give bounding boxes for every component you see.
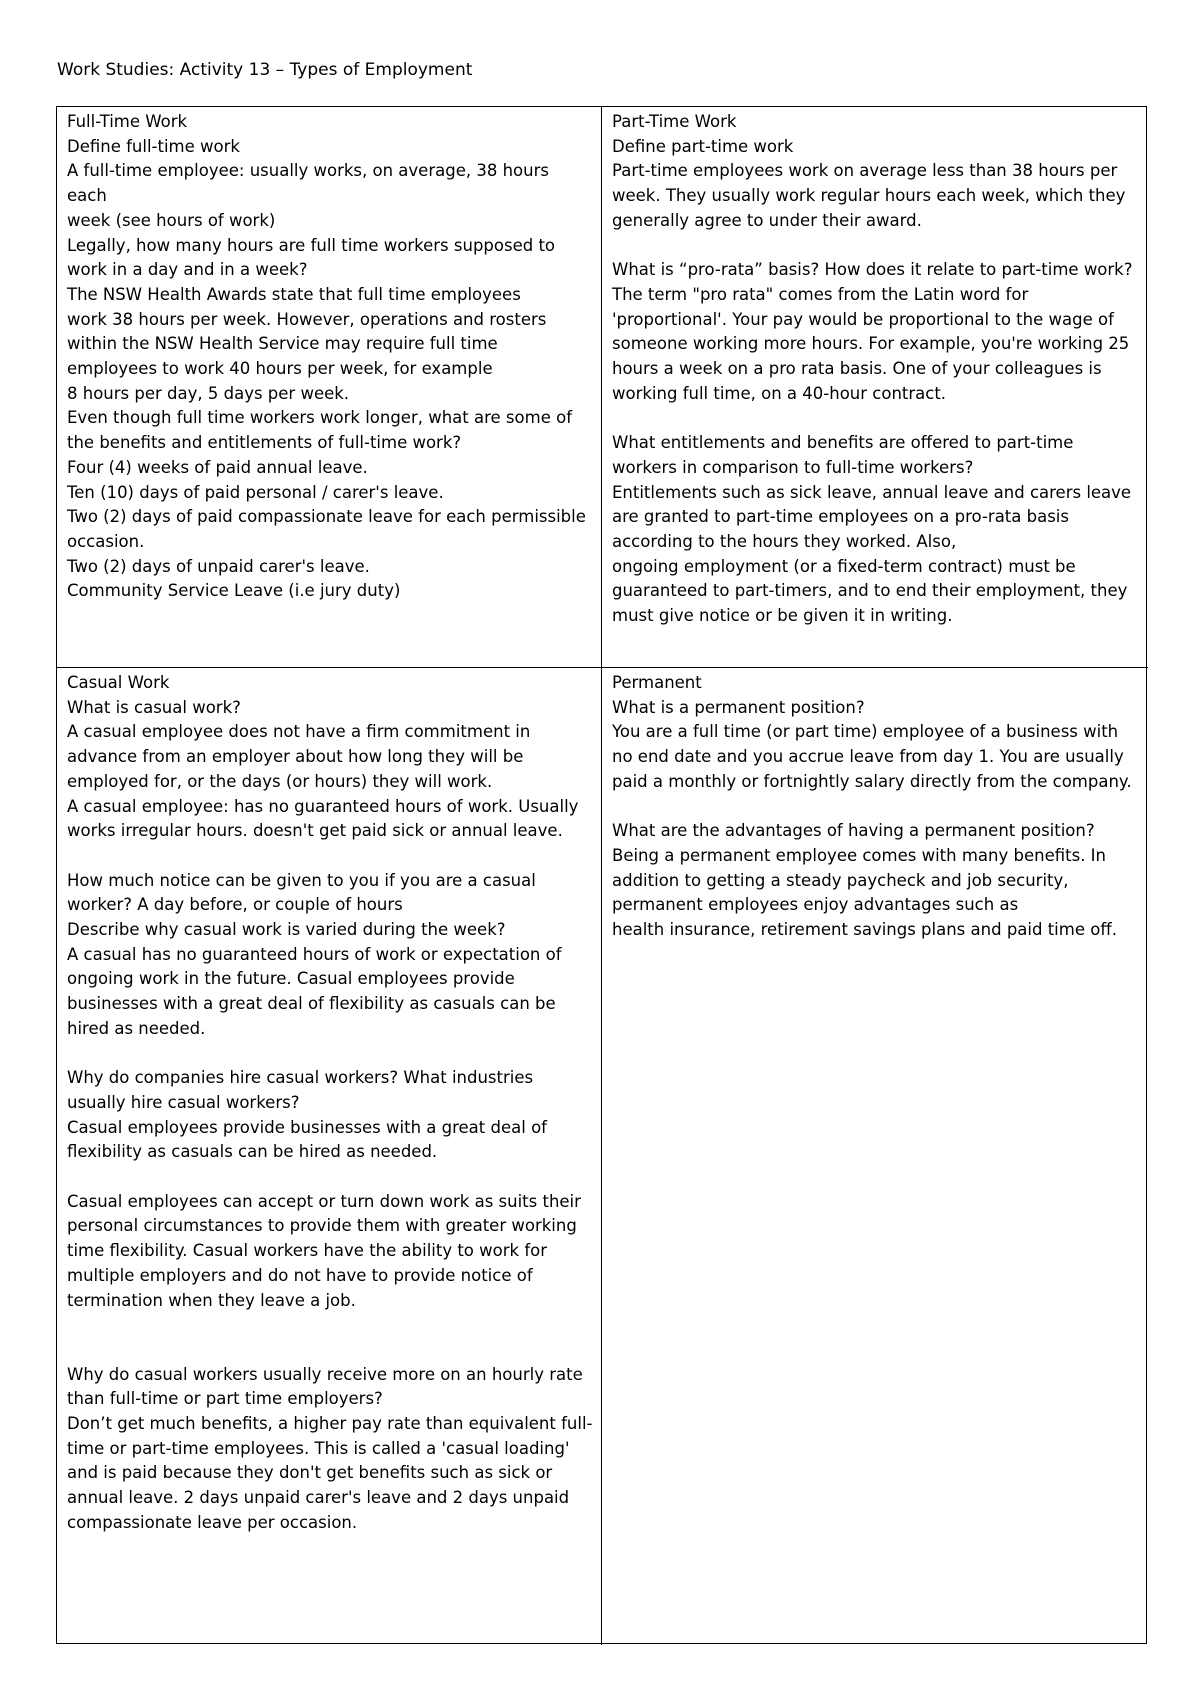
text-line: The term "pro rata" comes from the Latin word for — [612, 284, 1029, 304]
cell-permanent — [602, 668, 1148, 1645]
text-line: What is “pro-rata” basis? How does it relate to part-time work? — [612, 260, 1133, 280]
cell-full-time-work — [57, 107, 602, 668]
text-line: What is casual work? — [67, 697, 241, 717]
text-line: The NSW Health Awards state that full time employees — [67, 284, 521, 304]
text-line: What is a permanent position? — [612, 697, 865, 717]
text-line: must give notice or be given it in writing. — [612, 606, 953, 626]
text-line: Two (2) days of unpaid carer's leave. — [67, 556, 370, 576]
text-line: time flexibility. Casual workers have the ability to work for — [67, 1241, 548, 1261]
text-line: employed for, or the days (or hours) they will work. — [67, 771, 493, 791]
text-line: compassionate leave per occasion. — [67, 1512, 358, 1532]
text-line: Define full-time work — [67, 136, 240, 156]
text-line: How much notice can be given to you if you are a casual — [67, 870, 536, 890]
blank-line — [67, 1338, 593, 1363]
text-line: Casual employees can accept or turn down work as suits their — [67, 1191, 581, 1211]
blank-line — [612, 795, 1140, 820]
blank-line — [67, 844, 593, 869]
cell-heading: Permanent — [612, 673, 702, 692]
blank-line — [67, 1042, 593, 1067]
cell-heading: Part-Time Work — [612, 112, 737, 131]
text-line: Ten (10) days of paid personal / carer's leave. — [67, 482, 444, 502]
blank-line — [612, 234, 1140, 259]
text-line: according to the hours they worked. Also, — [612, 531, 957, 551]
text-line: the benefits and entitlements of full-time work? — [67, 433, 462, 453]
text-line: workers in comparison to full-time workers? — [612, 457, 974, 477]
text-line: ongoing employment (or a fixed-term contract) must be — [612, 556, 1076, 576]
text-line: occasion. — [67, 531, 145, 551]
text-line: 'proportional'. Your pay would be proportional to the wage of — [612, 309, 1114, 329]
text-line: Don’t get much benefits, a higher pay rate than equivalent full- — [67, 1414, 593, 1434]
text-line: generally agree to under their award. — [612, 210, 922, 230]
text-line: Why do casual workers usually receive more on an hourly rate — [67, 1364, 583, 1384]
text-line: multiple employers and do not have to provide notice of — [67, 1265, 533, 1285]
blank-line — [67, 1313, 593, 1338]
text-line: someone working more hours. For example, you're working 25 — [612, 334, 1130, 354]
cell-part-time-work — [602, 107, 1148, 668]
document-title: Work Studies: Activity 13 – Types of Employment — [57, 60, 473, 80]
text-line: works irregular hours. doesn't get paid sick or annual leave. — [67, 821, 563, 841]
text-line: addition to getting a steady paycheck and job security, — [612, 870, 1069, 890]
text-line: Being a permanent employee comes with many benefits. In — [612, 845, 1107, 865]
text-line: than full-time or part time employers? — [67, 1389, 383, 1409]
text-line: time or part-time employees. This is called a 'casual loading' — [67, 1438, 570, 1458]
cell-casual-work — [57, 668, 602, 1645]
text-line: usually hire casual workers? — [67, 1092, 300, 1112]
text-line: Even though full time workers work longer, what are some of — [67, 408, 572, 428]
text-line: A casual employee: has no guaranteed hours of work. Usually — [67, 796, 579, 816]
text-line: working full time, on a 40-hour contract. — [612, 383, 947, 403]
blank-line — [67, 1165, 593, 1190]
text-line: ongoing work in the future. Casual employees provide — [67, 969, 515, 989]
text-line: work 38 hours per week. However, operations and rosters — [67, 309, 547, 329]
text-line: Two (2) days of paid compassionate leave for each permissible — [67, 507, 586, 527]
employment-types-table — [56, 106, 1147, 1644]
text-line: termination when they leave a job. — [67, 1290, 356, 1310]
text-line: work in a day and in a week? — [67, 260, 308, 280]
text-line: within the NSW Health Service may require full time — [67, 334, 498, 354]
text-line: no end date and you accrue leave from day 1. You are usually — [612, 747, 1124, 767]
text-line: Entitlements such as sick leave, annual leave and carers leave — [612, 482, 1132, 502]
text-line: Describe why casual work is varied during the week? — [67, 920, 506, 940]
text-line: annual leave. 2 days unpaid carer's leave and 2 days unpaid — [67, 1488, 570, 1508]
text-line: Casual employees provide businesses with a great deal of — [67, 1117, 547, 1137]
text-line: A full-time employee: usually works, on average, 38 hours each — [67, 161, 549, 206]
text-line: week. They usually work regular hours each week, which they — [612, 186, 1126, 206]
text-line: guaranteed to part-timers, and to end their employment, they — [612, 581, 1128, 601]
text-line: advance from an employer about how long they will be — [67, 747, 524, 767]
text-line: and is paid because they don't get benefits such as sick or — [67, 1463, 553, 1483]
text-line: paid a monthly or fortnightly salary directly from the company. — [612, 771, 1132, 791]
blank-line — [612, 406, 1140, 431]
text-line: are granted to part-time employees on a pro-rata basis — [612, 507, 1069, 527]
text-line: Why do companies hire casual workers? What industries — [67, 1068, 534, 1088]
text-line: Community Service Leave (i.e jury duty) — [67, 581, 401, 601]
text-line: worker? A day before, or couple of hours — [67, 895, 403, 915]
cell-heading: Casual Work — [67, 673, 170, 692]
text-line: What are the advantages of having a permanent position? — [612, 821, 1095, 841]
text-line: What entitlements and benefits are offered to part-time — [612, 433, 1074, 453]
text-line: businesses with a great deal of flexibility as casuals can be — [67, 994, 556, 1014]
text-line: You are a full time (or part time) employee of a business with — [612, 722, 1119, 742]
text-line: personal circumstances to provide them with greater working — [67, 1216, 577, 1236]
text-line: flexibility as casuals can be hired as needed. — [67, 1142, 438, 1162]
text-line: A casual employee does not have a firm commitment in — [67, 722, 531, 742]
text-line: health insurance, retirement savings plans and paid time off. — [612, 920, 1117, 940]
text-line: Define part-time work — [612, 136, 794, 156]
text-line: Four (4) weeks of paid annual leave. — [67, 457, 368, 477]
text-line: week (see hours of work) — [67, 210, 276, 230]
text-line: employees to work 40 hours per week, for example — [67, 359, 493, 379]
text-line: hired as needed. — [67, 1018, 206, 1038]
text-line: permanent employees enjoy advantages such as — [612, 895, 1019, 915]
cell-heading: Full-Time Work — [67, 112, 188, 131]
text-line: A casual has no guaranteed hours of work or expectation of — [67, 944, 562, 964]
text-line: 8 hours per day, 5 days per week. — [67, 383, 350, 403]
text-line: Legally, how many hours are full time workers supposed to — [67, 235, 556, 255]
text-line: Part-time employees work on average less than 38 hours per — [612, 161, 1118, 181]
text-line: hours a week on a pro rata basis. One of your colleagues is — [612, 359, 1102, 379]
